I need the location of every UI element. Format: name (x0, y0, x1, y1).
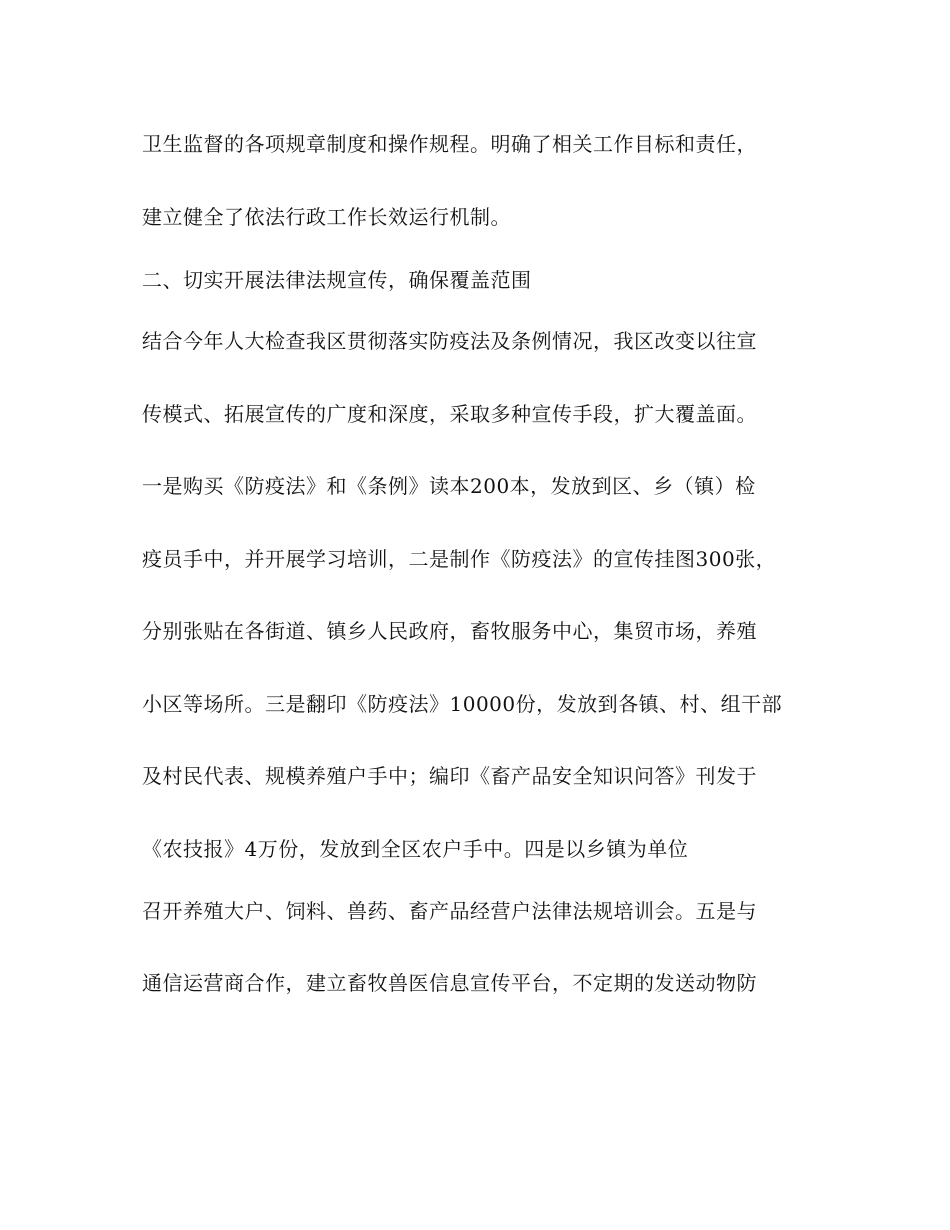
body-text-line: 通信运营商合作，建立畜牧兽医信息宣传平台，不定期的发送动物防 (142, 971, 757, 995)
body-text-line: 建立健全了依法行政工作长效运行机制。 (142, 205, 511, 229)
body-text-line: 《农技报》4万份，发放到全区农户手中。四是以乡镇为单位 (142, 837, 689, 861)
body-text-line: 召开养殖大户、饲料、兽药、畜产品经营户法律法规培训会。五是与 (142, 899, 757, 923)
body-text-line: 卫生监督的各项规章制度和操作规程。明确了相关工作目标和责任， (142, 132, 757, 156)
body-text-line: 传模式、拓展宣传的广度和深度，采取多种宣传手段，扩大覆盖面。 (142, 402, 757, 426)
section-heading: 二、切实开展法律法规宣传，确保覆盖范围 (142, 268, 532, 292)
body-text-line: 疫员手中，并开展学习培训，二是制作《防疫法》的宣传挂图300张， (142, 547, 777, 571)
body-text-line: 一是购买《防疫法》和《条例》读本200本，发放到区、乡（镇）检 (142, 474, 756, 498)
body-text-line: 小区等场所。三是翻印《防疫法》10000份，发放到各镇、村、组干部 (142, 692, 783, 716)
body-text-line: 分别张贴在各街道、镇乡人民政府，畜牧服务中心，集贸市场，养殖 (142, 619, 757, 643)
body-text-line: 及村民代表、规模养殖户手中；编印《畜产品安全知识问答》刊发于 (142, 764, 757, 788)
body-text-line: 结合今年人大检查我区贯彻落实防疫法及条例情况，我区改变以往宣 (142, 329, 757, 353)
